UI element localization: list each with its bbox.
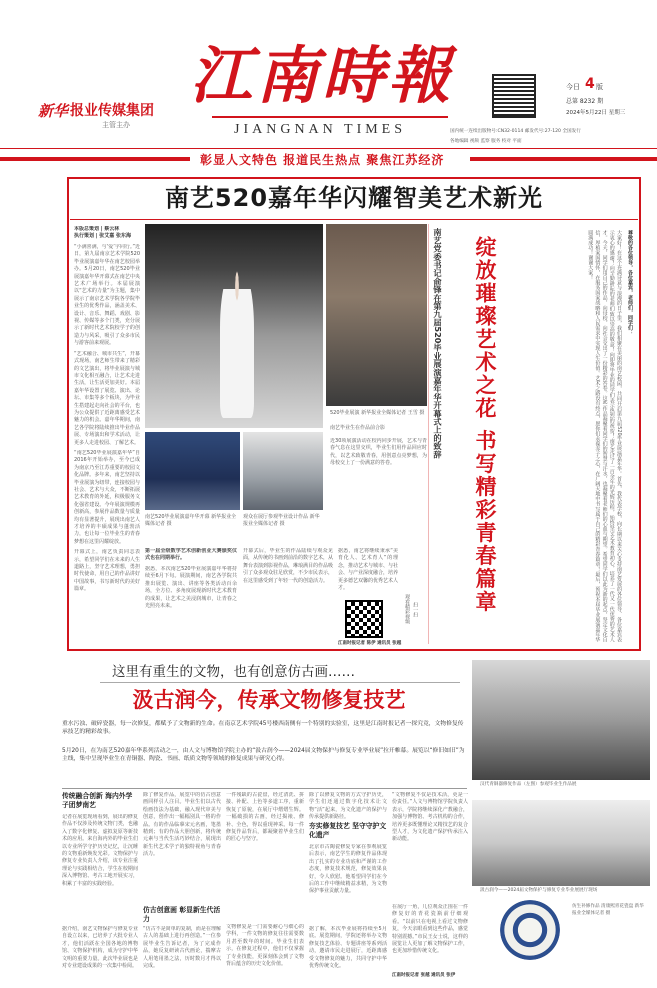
graduates-photo [326,224,427,406]
story-2-headline: 汲古润今，传承文物修复技艺 [132,688,406,712]
issue-date: 2024年5月22日 星期三 [566,110,626,116]
col-2-title: 仿古创意画 彰显新生代活力 [143,906,221,923]
group-name: 报业传媒集团 [70,103,154,119]
speech-panel-border [428,224,429,644]
photo-caption-plate: 仿生补修作品 清康熙青花瓷盘 新华报业全媒体记者 摄 [572,904,644,916]
photo-caption-right: 汉代青铜器修复作品（左图）参观毕业生作品展 [480,782,577,787]
story-2-lead: 重水污浊、破碎瓷器，每一次修复，都赋予了文物新的生命。在南京艺术学院45号楼西南侧有一个特别的实验室，这里是江南时报记者一探究竟，文物修复传承技艺的精彩故事。 [62,721,464,736]
qr-code-top [492,74,536,118]
paper-title: 江南時報 [190,39,455,112]
slogan-right-bar [470,157,657,161]
stage-photo [145,432,240,510]
video-qr-code [345,600,383,638]
col-5-body-2: 在展厅一角，几位观众正围在一件修复好的青花瓷瓶前仔细观看。“以前只在电视上看过文物修复，今天亲眼看到这些作品，感觉特别震撼。”市民王女士说，这样的展览让人更加了解文物保护工作，也更加珍惜传统文化。 [392,904,468,955]
col-4-title: 夯实修复技艺 坚守守护文化遗产 [309,822,387,839]
col-2-body: 除了修复作品，展览中的仿古创意画同样引人注目。毕业生们以古代绘画技法为基础，融入现代审美与创意，创作出一幅幅别具一格的作品。有的作品临摹宋元名画，笔墨精到；有的作品大胆创新，将传统元素与当代生活巧妙结合，展现出新生代艺术学子的独特视角与青春活力。 [143,792,221,858]
speech-body: 大家好！在这个充满诗意与浪漫的日子里，我们相聚在美丽的南艺校园，共同开启第九届520毕业展演嘉年华。首先，我代表学校，向长期以来关心支持南艺发展的各位领导、各位嘉宾表示衷心的感谢！向辛勤耕耘的老师们致以崇高的敬意！向即将毕业的同学们表示热烈的祝贺！南艺走过了一百余年的光辉历程，始终坚守艺术教育初心，培养了一代又一代优秀的艺术人才。今天，同学们用自己的作品，向母校、向社会交出了一份精彩的答卷。这些作品凝聚着同学们的智慧与汗水，也凝聚着老师们的心血与期望。希望同学们以此为新的起点，坚定文化自信，厚植家国情怀，在服务国家战略和人民需求中实现人生价值。艺术之路没有终点，愿你们永葆赤子之心，在广阔天地中书写属于自己的精彩青春篇章！最后，预祝本届毕业展演嘉年华圆满成功！谢谢大家！ [587,230,622,642]
blue-plate-photo [500,900,560,960]
photo-caption-2: 南艺毕业生在作品前合影 [330,425,386,431]
story-1-body-4: 开幕式上，南艺负责同志表示，希望同学们在未来的人生道路上，坚守艺术理想，勇担时代使命，用自己的作品讲好中国故事，书写新时代的美好篇章。 [74,549,140,593]
story-1-sub-intro: 第一届全级数学艺术创新创业大赛颁奖仪式也在同期举行。 [145,548,237,562]
qr-note: 扫一扫 [412,602,418,617]
story-1-headline: 南艺520嘉年华闪耀智美艺术新光 [164,184,544,212]
story-2-divider [62,788,467,789]
kicker-rule [100,682,460,683]
exhibition-visitors-photo [472,660,650,780]
contact-info: 各地编辑 视频 监察 服务 校对 平面 [450,139,522,144]
photo-caption-4: 观众在展厅参观毕业设计作品 新华报业全媒体记者 摄 [243,514,320,527]
runway-model-figure [220,268,254,418]
paper-title-en: JIANGNAN TIMES [234,122,407,137]
speech-column-title: 南艺党委书记俞锋在第九届520毕业展演嘉年华开幕式上的致辞 [433,228,443,459]
group-sponsor: 主管主办 [102,121,130,129]
col-3-body-2: 文物修复是一门需要耐心与细心的学科，一件文物的修复往往需要数月甚至数年的时间。毕业生们表示，在修复过程中，他们不仅掌握了专业技能，更深刻体会到了文物背后蕴含的历史文化价值。 [226,924,304,968]
story-1-body-6: 开幕式后，毕业生的作品陆续与观众见面，从传统的书画到前沿的数字艺术，从舞台表演到影视作品，琳琅满目的作品吸引了众多观众驻足欣赏，不少市民表示，在这里感受到了年轻一代的创造活力。 [243,548,333,584]
planner-credit: 本版总策划 | 蔡云林 [74,226,120,232]
story-2-kicker: 这里有重生的文物，也有创意仿古画…… [112,664,355,680]
slogan-banner [0,150,657,168]
headline-divider [70,219,638,220]
col-3-body: 一件残缺的古瓷盘，经过清洗、拼接、补配、上色等多道工序，重新恢复了原貌，在展厅中熠熠生辉。一幅破损的古画，经过揭裱、修补、全色，得以重现神采。每一件修复作品背后，都凝聚着毕业生们的匠心与坚守。 [226,792,304,843]
col-4-body: 北京市古陶瓷修复专家在参观展览后表示，南艺学生的修复作品体现出了扎实的专业功底和严谨的工作态度，修复技术规范，修复效果良好，令人欣慰。他希望同学们在今后的工作中继续精益求精，为文物保护事业贡献力量。 [309,844,387,895]
story-1-body-7: 近30项展演活动在校内同步开展，艺术与青春气息在这里交织，毕业生们用作品回应时代，以艺术致敬青春，用创意点亮梦想，为母校交上了一份满意的答卷。 [330,438,427,467]
group-logo-mark: 新华 [38,102,69,120]
slogan-left-bar [0,157,190,161]
col-1-body: 记者在展览现场看到，展出的修复作品不仅涉及传统文物门类，也融入了数字化修复、虚拟复原等新技术的应用。来自海内外的毕业生们以专业所学守护历史记忆，让沉睡的文物重新焕发光彩。文物保护与修复专业负责人介绍，该专业注重理论与实践相结合，学生在校期间深入博物馆、考古工地开展实习，积累了丰富的实践经验。 [62,814,138,887]
story-2-byline: 江南时报记者 张越 通讯员 张伊 [392,973,456,978]
col-1-body-2: 据介绍，南艺文物保护与修复专业自设立以来，已培养了大批专业人才，他们活跃在全国各地的博物馆、文物保护机构，成为守护中华文明的重要力量。此次毕业展也是对专业建设成果的一次集中检阅。 [62,926,138,970]
title-underline [212,116,448,118]
qr-caption: 观看精彩视频 [404,594,410,624]
col-1-title: 传统融合创新 海内外学子团梦南艺 [62,792,133,809]
story-1-body-5: 据悉，本次南艺520毕业展演嘉年华将持续至6月下旬。展演期间，南艺各学院共推出展览、演出、讲座等各类活动百余场，全方位、多角度展现新时代艺术教育的成果，让艺术之美浸润城市，让青春之光照亮未来。 [145,566,237,610]
story-1-body-2: “艺术融合、城市共生”，开幕式现场，南艺师生带来了精彩的文艺演出，将毕业展演与城市文化相互融合，让艺术走进生活，让生活更加美好。本届嘉年华设置了展览、演出、论坛、市集等多个板块，为毕业生搭建起走向社会的平台，也为公众提供了近距离感受艺术魅力的机会。嘉年华期间，南艺各学院将陆续推出毕业作品展、专场演出和学术活动，让更多人走进校园、了解艺术。 [74,350,140,446]
page-count: 4 [585,76,595,92]
story-1-body-3: “南艺520毕业展演嘉年华”自2016年开始举办，至今已成为南京乃至江苏重要的校园文化品牌。多年来，南艺坚持以毕业展演为纽带，连接校园与社会、艺术与大众，不断拓展艺术教育的外延，积极服务文化强省建设。今年展演规模再创新高，参展作品数量与质量均有显著提升，展现出南艺人才培养的丰硕成果与蓬勃活力，也让每一位毕业生的青春梦想在这里闪耀绽放。 [74,449,140,545]
editor-credit: 执行策划 | 张艾嘉 张东海 [74,233,132,239]
issue-number: 总第 8232 期 [566,98,604,105]
photo-caption-3: 南艺520毕业展演嘉年华开幕 新华报业全媒体记者 摄 [145,514,237,527]
col-2-body-2: “仿古不是简单的复制，而是在理解古人的基础上进行再创造。”一位参展毕业生告诉记者，为了完成作品，她反复研读古代画论，揣摩古人用笔用墨之法，历时数月才得以完成。 [143,926,221,970]
exhibition-photo [243,432,323,510]
story-1-body-1: “小满喜满，与‘爱’字同行。”近日，第九届南京艺术学院520毕业展演嘉年华在南艺校园举办。5月20日，南艺520毕业展演嘉年华开幕式在南艺中央艺术广场举行。本届展演以“艺术的力量”为主题，集中展示了南京艺术学院各学院毕业生的优秀作品，涵盖美术、设计、音乐、舞蹈、戏剧、影视、传媒等多个门类，充分展示了新时代艺术院校学子的创造力与风采，吸引了众多市民与游客前来观展。 [74,244,140,347]
speech-headline: 绽放璀璨艺术之花 书写精彩青春篇章 [473,236,497,614]
speech-greeting: 尊敬的各位领导，各位嘉宾，老师们，同学们： [627,230,633,335]
story-1-body-8: 据悉，南艺将继续秉承“美育化人、艺术育人”的理念，推动艺术与城市、与社会、与产业深度融合，培养更多德艺双馨的优秀艺术人才。 [338,548,398,592]
photo-caption-1: 520毕业展演 新华报业全媒体记者 王雪 摄 [330,410,425,416]
col-2-body-3: 除了以修复文物的方式守护历史，学生们还通过数字化技术让文物“活”起来，为文化遗产的保护与传承提供新路径。 [309,792,387,820]
date-label: 今日 [566,83,580,91]
story-2-lead-2: 5月20日，在为南艺520嘉年华系列活动之一，由人文与博物馆学院主办的“汲古润今——2024届文物保护与修复专业毕业展”拉开帷幕。展览以“修旧如旧”为主线，集中呈现毕业生在青铜器、陶瓷、书画、纸质文物等领域的修复成果与研究心得。 [62,748,465,763]
slogan-text: 彰显人文特色 报道民生热点 聚焦江苏经济 [200,153,445,167]
story-1-byline: 江南时报记者 陈伊 通讯员 张越 [338,641,402,646]
col-5-body: “文物修复不仅是技术活，更是一份责任。”人文与博物馆学院负责人表示，学院将继续深化产教融合，加强与博物馆、考古机构的合作，培养更多既懂理论又精技艺的复合型人才，为文化遗产保护传承注入新动能。 [392,792,468,843]
col-4-body-2: 据了解，本次毕业展将持续至5月底。展览期间，学院还将举办文物修复技艺体验、专题讲座等系列活动，邀请市民走进展厅，近距离感受文物修复的魅力，共同守护中华优秀传统文化。 [309,926,387,970]
registration-info: 国内统一连续出版物号:CN32-0114 邮发代号:27-120 全国发行 [450,129,581,134]
photo-caption-bottom: 汲古润今——2024届文物保护与修复专业毕业展展厅现场 [480,888,598,893]
exhibition-hall-photo [472,800,650,886]
header-rule [0,148,657,149]
group-logo [36,100,166,132]
page-unit: 版 [596,83,603,91]
story-1-left-column [74,226,140,644]
masthead [0,0,657,170]
